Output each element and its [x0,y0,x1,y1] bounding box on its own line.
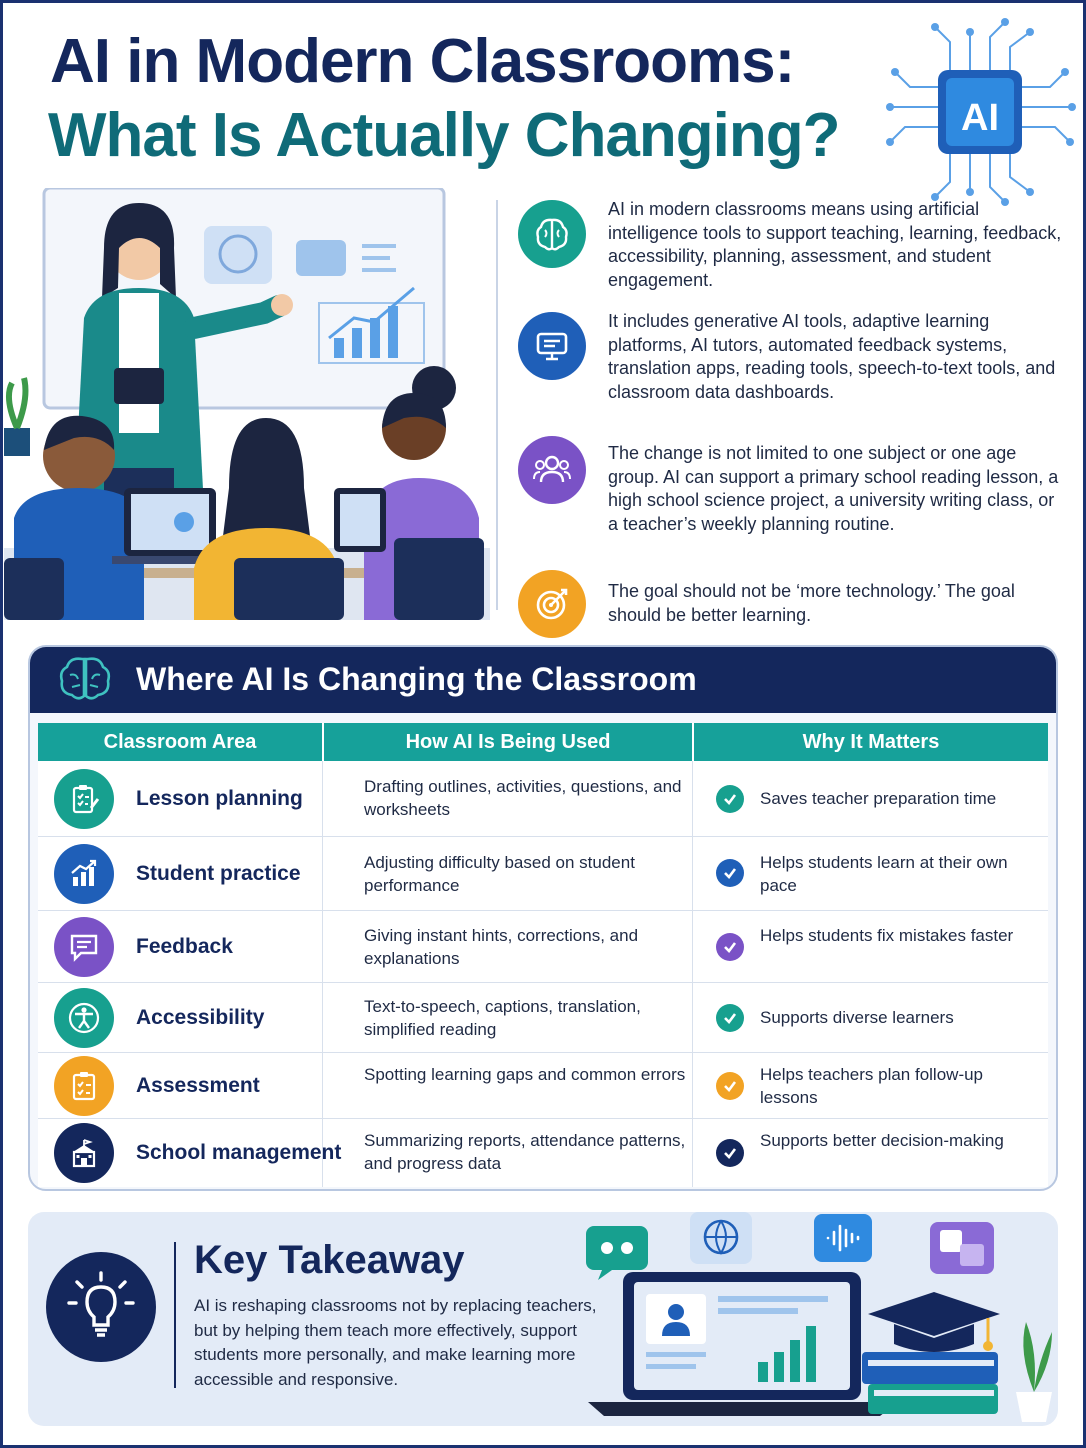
area-label: Feedback [136,935,233,958]
laptop-education-illustration [568,1212,1058,1426]
section-title: Where AI Is Changing the Classroom [136,661,697,697]
check-icon [716,933,744,961]
how-text: Text-to-speech, captions, translation, simplified reading [364,997,641,1039]
ai-chip-icon [880,12,1080,212]
column-header-area: Classroom Area [103,731,257,753]
bar-chart-icon [54,844,114,904]
intro-item [518,310,1058,430]
brain-circuit-icon [52,649,118,709]
check-icon [716,785,744,813]
why-text: Supports better decision-making [760,1131,1004,1150]
takeaway-title: Key Takeaway [194,1238,465,1282]
area-label: Assessment [136,1074,260,1097]
table-row [38,1119,1048,1187]
intro-item [518,580,1058,640]
takeaway-divider [174,1242,176,1388]
table-row [38,837,1048,911]
column-separator [322,761,323,837]
why-text: Helps students learn at their own pace [760,853,1008,895]
table-row [38,983,1048,1053]
key-takeaway-panel [28,1212,1058,1426]
table-row [38,761,1048,837]
ai-chip-label: AI [961,97,999,139]
how-text: Drafting outlines, activities, questions, and worksheets [364,777,682,819]
page-title-line1: AI in Modern Classrooms: [50,27,795,96]
classroom-illustration [4,188,490,620]
why-text: Helps teachers plan follow-up lessons [760,1065,984,1107]
intro-divider [496,200,498,610]
check-icon [716,1004,744,1032]
column-header-how: How AI Is Being Used [405,731,611,753]
check-icon [716,1139,744,1167]
school-building-icon [54,1123,114,1183]
monitor-icon [518,312,586,380]
column-header-why: Why It Matters [802,731,940,753]
intro-text: The change is not limited to one subject or one age group. AI can support a primary school reading lesson, a high school science project, a university writing class, or a teacher’s weekly planning routine. [608,443,1059,534]
page-title-line2: What Is Actually Changing? [48,101,840,170]
why-text: Saves teacher preparation time [760,789,997,808]
users-icon [518,436,586,504]
how-text: Spotting learning gaps and common errors [364,1065,686,1084]
brain-icon [518,200,586,268]
clipboard-pencil-icon [54,769,114,829]
table-row [38,911,1048,983]
check-icon [716,859,744,887]
how-text: Summarizing reports, attendance patterns, and progress data [364,1131,686,1173]
column-separator [322,837,323,911]
check-icon [716,1072,744,1100]
intro-item [518,442,1058,562]
intro-text: AI in modern classrooms means using artificial intelligence tools to support teaching, learning, feedback, accessibility, planning, assessment, and student engagement. [608,199,1062,290]
why-text: Helps students fix mistakes faster [760,926,1014,945]
chat-bubble-icon [54,917,114,977]
takeaway-text: AI is reshaping classrooms not by replacing teachers, but by helping them teach more effectively, support students more personally, and make learning more accessible and responsive. [194,1296,597,1389]
classroom-areas-section [28,645,1058,1191]
intro-text: It includes generative AI tools, adaptive learning platforms, AI tutors, automated feedback systems, translation apps, reading tools, speech-to-text tools, and classroom data dashboards. [608,311,1056,402]
section-banner [30,647,1056,713]
target-icon [518,570,586,638]
intro-text: The goal should not be ‘more technology.’ The goal should be better learning. [608,581,1015,625]
intro-item [518,198,1062,294]
column-separator [322,983,323,1053]
how-text: Giving instant hints, corrections, and explanations [364,926,639,968]
area-label: Accessibility [136,1006,265,1029]
lightbulb-icon [46,1252,156,1362]
area-label: Lesson planning [136,787,303,810]
area-label: Student practice [136,862,301,885]
why-text: Supports diverse learners [760,1008,954,1027]
table-header [38,723,1048,761]
table-row [38,1053,1048,1119]
accessibility-icon [54,988,114,1048]
column-separator [322,911,323,983]
checklist-icon [54,1056,114,1116]
how-text: Adjusting difficulty based on student performance [364,853,635,895]
column-separator [322,1053,323,1119]
area-label: School management [136,1141,342,1164]
